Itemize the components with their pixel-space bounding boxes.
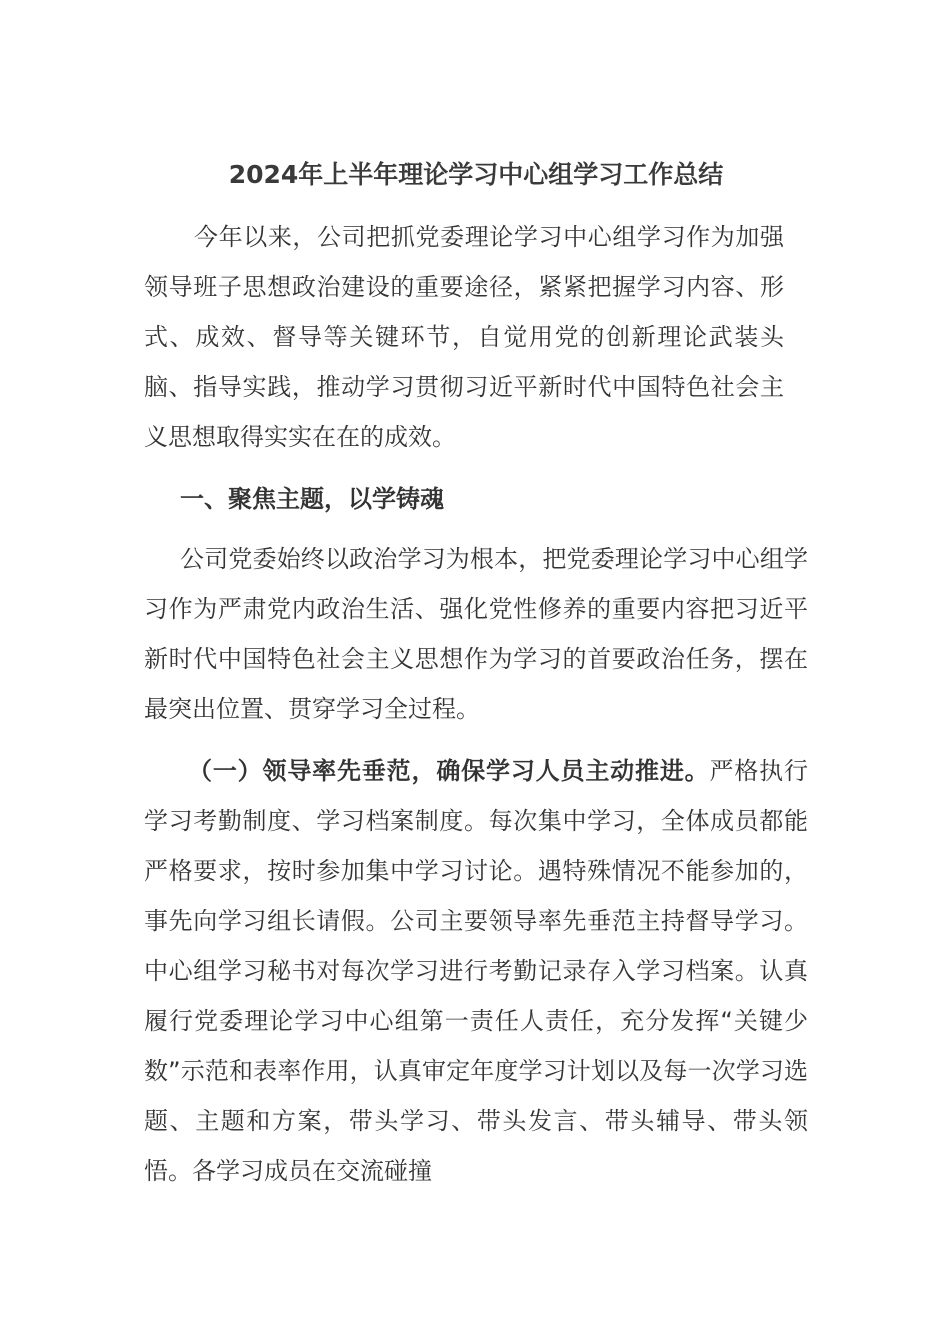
- section-paragraph: 公司党委始终以政治学习为根本，把党委理论学习中心组学习作为严肃党内政治生活、强化党性修养的重要内容把习近平新时代中国特色社会主义思想作为学习的首要政治任务，摆在最突出位置、贯穿学习全过程。: [144, 545, 808, 723]
- subsection-paragraph: [144, 746, 808, 1196]
- document-body: [144, 150, 808, 1196]
- section-heading: 一、聚焦主题，以学铸魂: [180, 485, 444, 513]
- subsection-lead: （一）领导率先垂范，确保学习人员主动推进。: [188, 757, 710, 785]
- document-title: 2024年上半年理论学习中心组学习工作总结: [228, 160, 724, 189]
- subsection-body: 严格执行学习考勤制度、学习档案制度。每次集中学习，全体成员都能严格要求，按时参加集中学习讨论。遇特殊情况不能参加的，事先向学习组长请假。公司主要领导率先垂范主持督导学习。中心组学习秘书对每次学习进行考勤记录存入学习档案。认真履行党委理论学习中心组第一责任人责任，充分发挥“关键少数”示范和表率作用，认真审定年度学习计划以及每一次学习选题、主题和方案，带头学习、带头发言、带头辅导、带头领悟。各学习成员在交流碰撞: [144, 757, 808, 1185]
- intro-paragraph: 今年以来，公司把抓党委理论学习中心组学习作为加强领导班子思想政治建设的重要途径，紧紧把握学习内容、形式、成效、督导等关键环节，自觉用党的创新理论武装头脑、指导实践，推动学习贯彻习近平新时代中国特色社会主义思想取得实实在在的成效。: [144, 223, 784, 451]
